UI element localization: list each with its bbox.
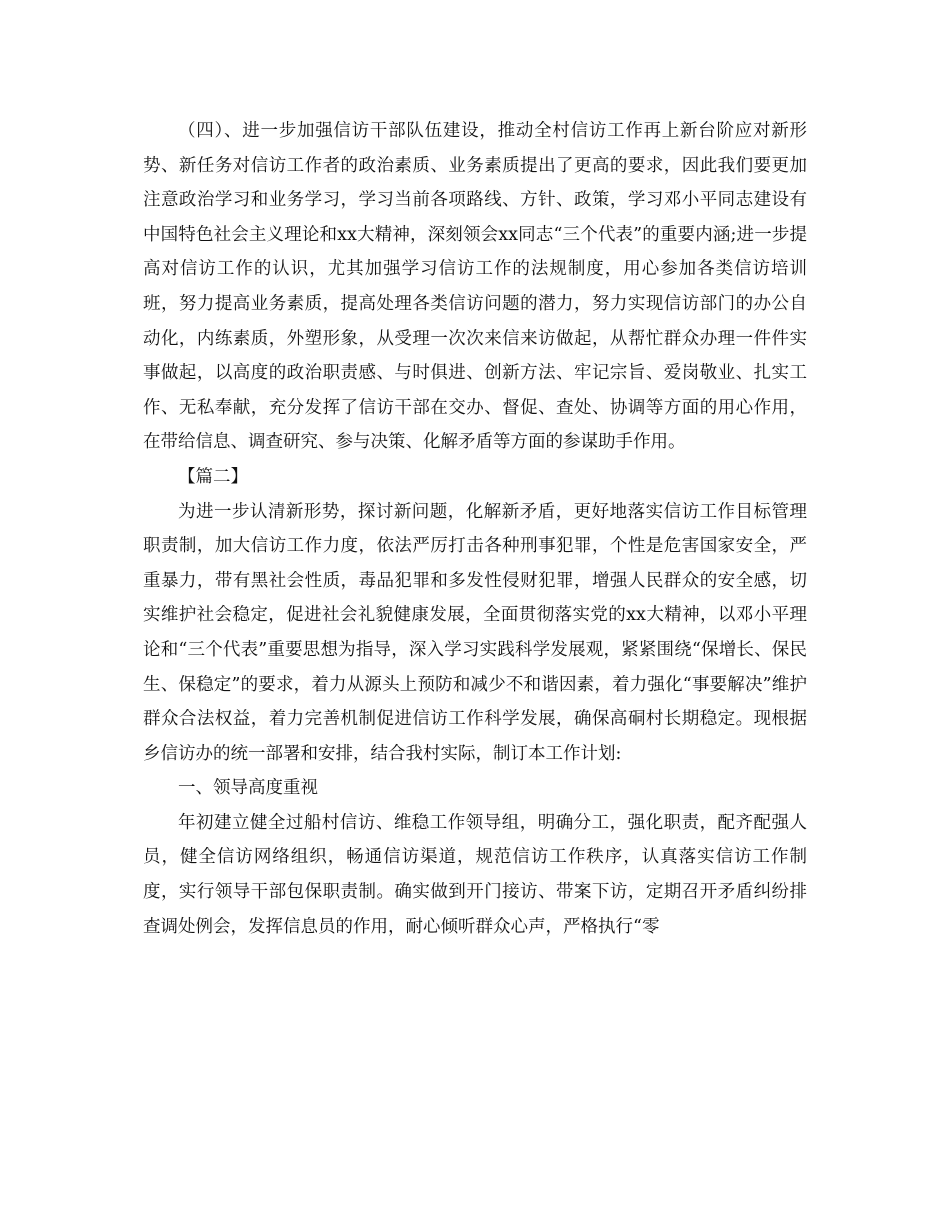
document-body — [143, 114, 807, 944]
section-heading-part-two: 【篇二】 — [178, 466, 248, 487]
paragraph-leadership: 年初建立健全过船村信访、维稳工作领导组，明确分工，强化职责，配齐配强人员，健全信访网络组织，畅通信访渠道，规范信访工作秩序，认真落实信访工作制度，实行领导干部包保职责制。确实做到开门接访、带案下访，定期召开矛盾纠纷排查调处例会，发挥信息员的作用，耐心倾听群众心声，严格执行“零 — [143, 812, 807, 937]
paragraph-section-four: （四）、进一步加强信访干部队伍建设，推动全村信访工作再上新台阶应对新形势、新任务对信访工作者的政治素质、业务素质提出了更高的要求，因此我们要更加注意政治学习和业务学习，学习当前各项路线、方针、政策，学习邓小平同志建设有中国特色社会主义理论和xx大精神，深刻领会xx同志“三个代表”的重要内涵;进一步提高对信访工作的认识，尤其加强学习信访工作的法规制度，用心参加各类信访培训班，努力提高业务素质，提高处理各类信访问题的潜力，努力实现信访部门的办公自动化，内练素质，外塑形象，从受理一次次来信来访做起，从帮忙群众办理一件件实事做起，以高度的政治职责感、与时俱进、创新方法、牢记宗旨、爱岗敬业、扎实工作、无私奉献，充分发挥了信访干部在交办、督促、查处、协调等方面的用心作用，在带给信息、调查研究、参与决策、化解矛盾等方面的参谋助手作用。 — [143, 121, 807, 453]
section-heading-leadership: 一、领导高度重视 — [178, 778, 318, 799]
paragraph-intro: 为进一步认清新形势，探讨新问题，化解新矛盾，更好地落实信访工作目标管理职责制，加大信访工作力度，依法严厉打击各种刑事犯罪，个性是危害国家安全，严重暴力，带有黑社会性质，毒品犯罪和多发性侵财犯罪，增强人民群众的安全感，切实维护社会稳定，促进社会礼貌健康发展，全面贯彻落实党的xx大精神，以邓小平理论和“三个代表”重要思想为指导，深入学习实践科学发展观，紧紧围绕“保增长、保民生、保稳定”的要求，着力从源头上预防和减少不和谐因素，着力强化“事要解决”维护群众合法权益，着力完善机制促进信访工作科学发展，确保高硐村长期稳定。现根据乡信访办的统一部署和安排，结合我村实际，制订本工作计划: — [143, 501, 807, 764]
